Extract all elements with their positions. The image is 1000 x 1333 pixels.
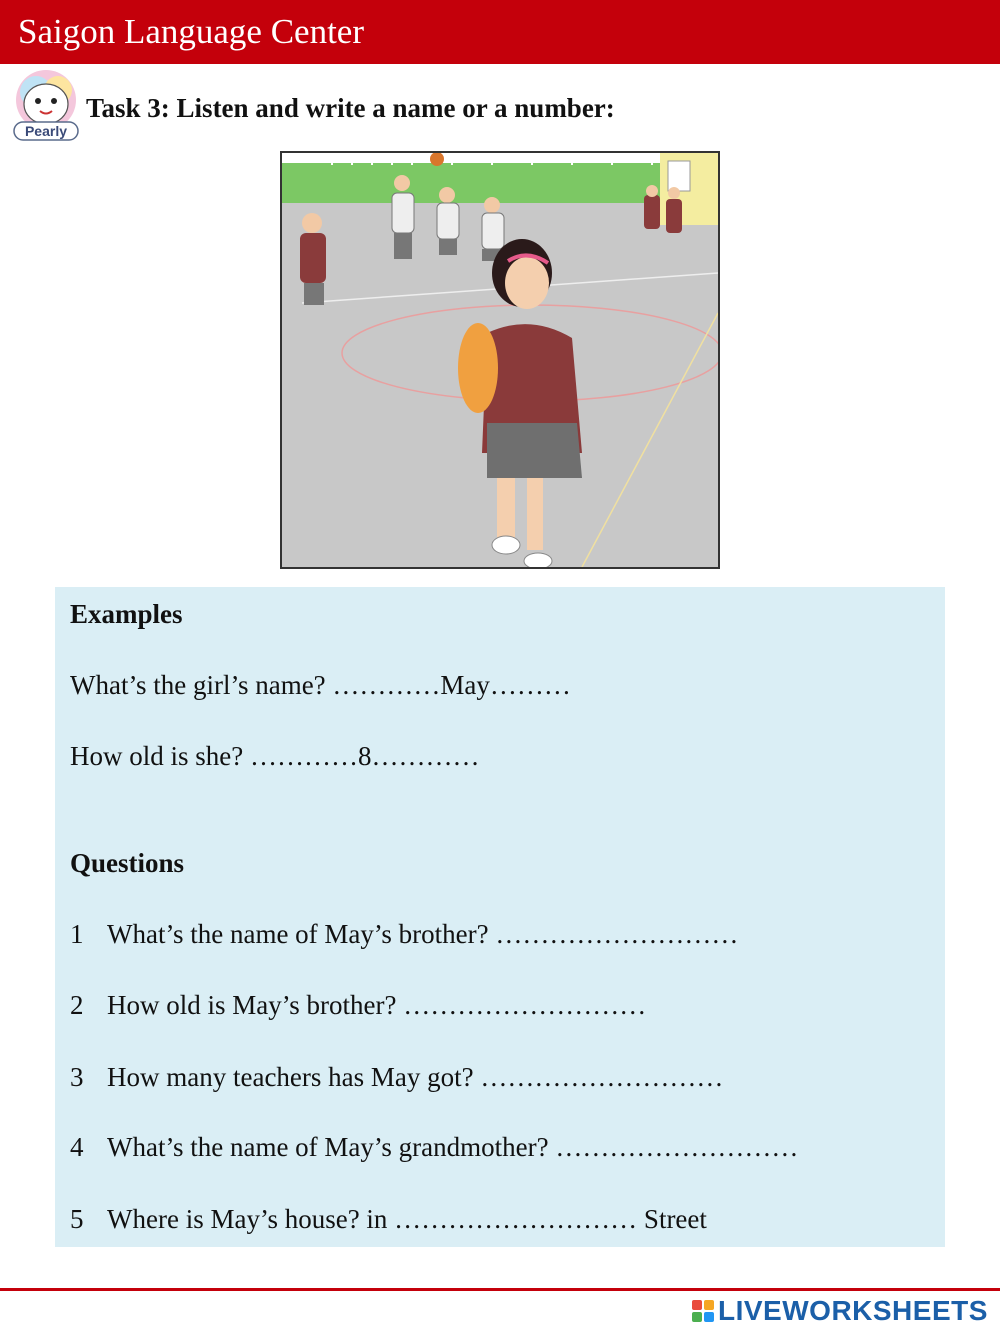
question-number: 3 <box>70 1062 84 1092</box>
question-text: How many teachers has May got? ……………………… <box>107 1062 724 1092</box>
example-item: How old is she? …………8………… <box>70 741 480 771</box>
question-item[interactable] <box>70 1132 798 1163</box>
question-number: 1 <box>70 919 84 949</box>
examples-heading: Examples <box>70 599 183 629</box>
example-item: What’s the girl’s name? …………May……… <box>70 670 571 700</box>
question-item[interactable] <box>70 990 646 1021</box>
question-number: 2 <box>70 990 84 1020</box>
footer-divider <box>0 1288 1000 1291</box>
question-text: What’s the name of May’s brother? ……………………… <box>107 919 739 949</box>
question-text: Where is May’s house? in ……………………… Street <box>107 1204 707 1234</box>
header-bar <box>0 0 1000 64</box>
question-item[interactable] <box>70 1062 723 1093</box>
pearly-mascot-icon <box>8 68 84 144</box>
task-title: Task 3: Listen and write a name or a number: <box>86 93 615 123</box>
question-item[interactable] <box>70 1204 707 1235</box>
question-number: 4 <box>70 1132 84 1162</box>
question-text: How old is May’s brother? ……………………… <box>107 990 647 1020</box>
logo-text: Pearly <box>24 123 68 139</box>
liveworksheets-grid-icon <box>692 1300 714 1322</box>
playground-illustration <box>280 151 720 569</box>
header-title: Saigon Language Center <box>18 12 365 51</box>
question-item[interactable] <box>70 919 738 950</box>
liveworksheets-brand: LIVEWORKSHEETS <box>718 1295 988 1326</box>
liveworksheets-logo[interactable] <box>692 1294 988 1328</box>
questions-heading: Questions <box>70 848 185 878</box>
questions-panel <box>55 587 945 1247</box>
question-number: 5 <box>70 1204 84 1234</box>
question-text: What’s the name of May’s grandmother? ……………………… <box>107 1132 799 1162</box>
